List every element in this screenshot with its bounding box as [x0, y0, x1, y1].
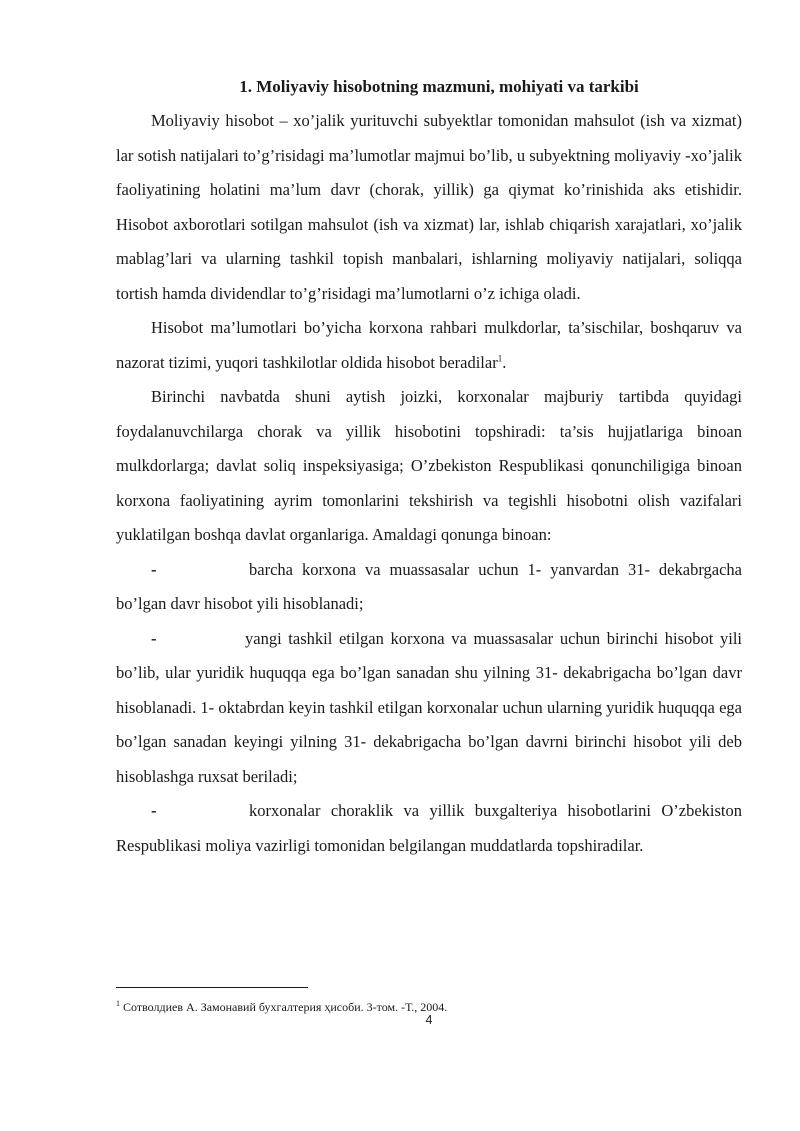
dash-marker: -	[151, 628, 157, 648]
section-heading: 1. Moliyaviy hisobotning mazmuni, mohiyati va tarkibi	[239, 77, 639, 96]
list-item-text: korxonalar choraklik va yillik buxgalteriya hisobotlarini O’zbekiston Respublikasi moliya vazirligi tomonidan belgilangan muddatlarda topshiradilar.	[116, 801, 742, 855]
dash-marker: -	[151, 559, 157, 579]
list-item-text: barcha korxona va muassasalar uchun 1- yanvardan 31- dekabrgacha bo’lgan davr hisobot yili hisoblanadi;	[116, 559, 742, 613]
paragraph-reporting-end: .	[502, 352, 507, 372]
footnote-number: 1	[116, 999, 120, 1008]
dash-marker: -	[151, 801, 157, 820]
paragraph-reporting	[116, 311, 742, 380]
paragraph-definition: Moliyaviy hisobot – xo’jalik yurituvchi subyektlar tomonidan mahsulot (ish va xizmat) lar sotish natijalari to’g’risidagi ma’lumotlar majmui bo’lib, u subyektning moliyaviy -xo’jalik faoliyatining holatini ma’lum davr (chorak, yillik) ga qiymat ko’rinishida aks etishidir. Hisobot axborotlari sotilgan mahsulot (ish va xizmat) lar, ishlab chiqarish xarajatlari, xo’jalik mablag’lari va ularning tashkil topish manbalari, ishlarning moliyaviy natijalari, soliqqa tortish hamda dividendlar to’g’risidagi ma’lumotlarni o’z ichiga oladi.	[116, 111, 742, 303]
list-item	[116, 794, 742, 863]
paragraph-users: Birinchi navbatda shuni aytish joizki, korxonalar majburiy tartibda quyidagi foydalanuvchilarga chorak va yillik hisobotini topshiradi: ta’sis hujjatlariga binoan mulkdorlarga; davlat soliq inspeksiyasiga; O’zbekiston Respublikasi qonunchiligiga binoan korxona faoliyatining ayrim tomonlarini tekshirish va tegishli hisobotni olish vazifalari yuklatilgan boshqa davlat organlariga. Amaldagi qonunga binoan:	[116, 387, 742, 544]
list-item	[116, 553, 742, 622]
list-item	[116, 622, 742, 795]
paragraph-reporting-text: Hisobot ma’lumotlari bo’yicha korxona rahbari mulkdorlar, ta’sischilar, boshqaruv va nazorat tizimi, yuqori tashkilotlar oldida hisobot beradilar	[116, 318, 742, 372]
footnote-divider	[116, 987, 308, 988]
page-number: 4	[425, 1013, 433, 1027]
list-item-text: yangi tashkil etilgan korxona va muassasalar uchun birinchi hisobot yili bo’lib, ular yuridik huquqqa ega bo’lgan sanadan shu yilning 31- dekabrigacha bo’lgan davr hisoblanadi. 1- oktabrdan keyin tashkil etilgan korxonalar uchun ularning yuridik huquqqa ega bo’lgan sanadan keyingi yilning 31- dekabrigacha bo’lgan davrni birinchi hisobot yili deb hisoblashga ruxsat beriladi;	[116, 628, 742, 786]
document-page	[116, 70, 742, 863]
footnote-reference[interactable]: 1	[497, 353, 503, 363]
footnote-text: Сотволдиев А. Замонавий бухгалтерия ҳисоби. 3-том. -Т., 2004.	[123, 1000, 448, 1014]
